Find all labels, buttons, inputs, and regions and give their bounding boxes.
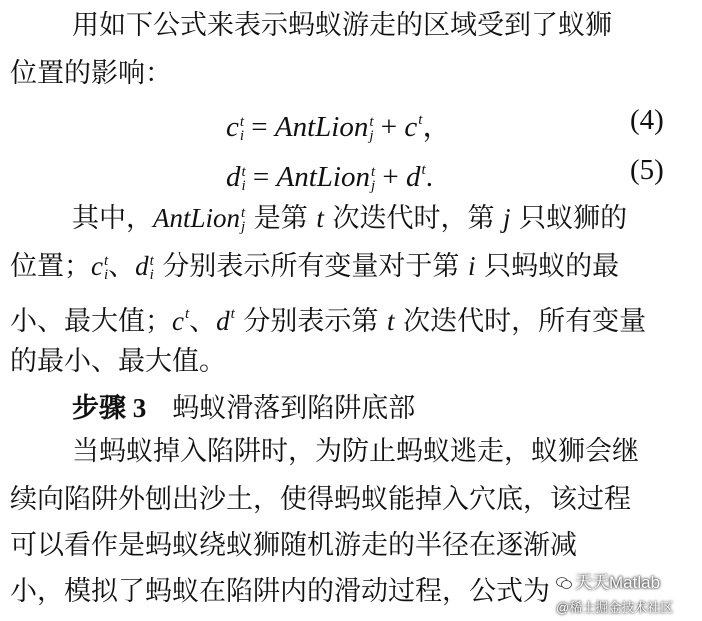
eq4-rhs-sup: t [369,114,374,131]
p2l3-c: c [172,306,184,336]
p2l2-sep: 、 [108,251,136,282]
paragraph-1-line-2: 位置的影响： [10,58,172,89]
paragraph-3-line-4: 小，模拟了蚂蚁在陷阱内的滑动过程，公式为 [10,576,550,607]
p2l3-d-sup: t [230,306,235,322]
eq4-lhs-sub: i [239,128,245,145]
eq5-lhs: d [226,161,241,193]
p2l2-c-sup: t [103,252,109,269]
eq5-rhs: AntLion [276,161,370,193]
p2l1-text-d: 次迭代时，第 [323,203,504,234]
eq5-term: d [406,161,421,193]
p2l1-text-c: 是第 [245,203,317,234]
p2l1-t: t [316,203,324,233]
step-3-label: 步骤 3 [72,393,147,423]
p2l1-text-a: 其中， [72,203,153,234]
paragraph-1-line-1: 用如下公式来表示蚂蚁游走的区域受到了蚁狮 [72,10,612,41]
eq5-rhs-sup: t [371,164,376,181]
paragraph-3-line-3: 可以看作是蚂蚁绕蚁狮随机游走的半径在逐渐减 [10,530,577,561]
p2l1-antlion: AntLion [153,203,241,233]
watermark-line-1: 天天Matlab [575,573,661,592]
p2l2-i: i [468,251,476,281]
eq4-term-sup: t [418,112,423,128]
paragraph-2-line-3 [10,294,700,342]
equation-5-number: (5) [630,154,664,186]
p2l1-sup: t [241,204,246,221]
eq5-lhs-sup: t [241,164,246,181]
paragraph-3-line-2: 续向陷阱外刨出沙土，使得蚂蚁能掉入穴底，该过程 [10,484,631,515]
eq5-equals: = [245,161,277,193]
watermark [556,568,673,616]
paragraph-3-line-1: 当蚂蚁掉入陷阱时，为防止蚂蚁逃走，蚁狮会继 [72,436,639,467]
equation-4 [226,100,451,147]
eq5-rhs-sub: j [371,178,376,195]
p2l1-text-e: 只蚁狮的 [510,203,628,234]
p2l2-d-sub: i [149,266,154,283]
p2l3-text-a: 小、最大值； [10,306,172,337]
p2l3-text-b: 分别表示第 [234,306,387,337]
paragraph-2-line-2 [10,246,700,287]
watermark-line-2: @稀土掘金技术社区 [556,600,674,615]
eq4-plus: + [373,111,405,143]
p2l1-j: j [503,203,511,233]
eq4-lhs-sup: t [239,114,245,131]
eq5-term-sup: t [421,162,426,178]
equation-4-number: (4) [630,104,664,136]
p2l3-sep: 、 [189,306,217,337]
eq5-plus: + [375,161,407,193]
eq4-end: ， [422,111,452,143]
p2l2-c: c [91,251,103,281]
step-3-heading [72,388,702,429]
eq4-rhs: AntLion [274,111,369,143]
wechat-icon [556,576,572,590]
p2l3-t: t [387,306,395,336]
p2l2-text-e: 只蚂蚁的最 [475,251,620,282]
p2l2-c-sub: i [103,266,109,283]
eq4-rhs-sub: j [369,128,374,145]
p2l2-d-sup: t [149,252,154,269]
paragraph-2-line-4: 的最小、最大值。 [10,346,226,377]
p2l2-text-a: 位置； [10,251,91,282]
p2l2-text-b: 分别表示所有变量对于第 [153,251,468,282]
eq4-term: c [404,111,418,143]
eq5-lhs-sub: i [241,178,246,195]
p2l3-text-e: 次迭代时，所有变量 [394,306,647,337]
p2l3-d: d [216,306,230,336]
eq4-lhs: c [226,111,239,143]
paragraph-2-line-1 [72,198,702,239]
p2l3-c-sup: t [184,306,190,322]
p2l1-sub: j [241,218,246,235]
equation-5 [226,150,433,197]
eq5-end: . [425,161,433,193]
eq4-equals: = [244,111,275,143]
step-3-title: 蚂蚁滑落到陷阱底部 [172,393,416,424]
p2l2-d: d [135,251,149,281]
